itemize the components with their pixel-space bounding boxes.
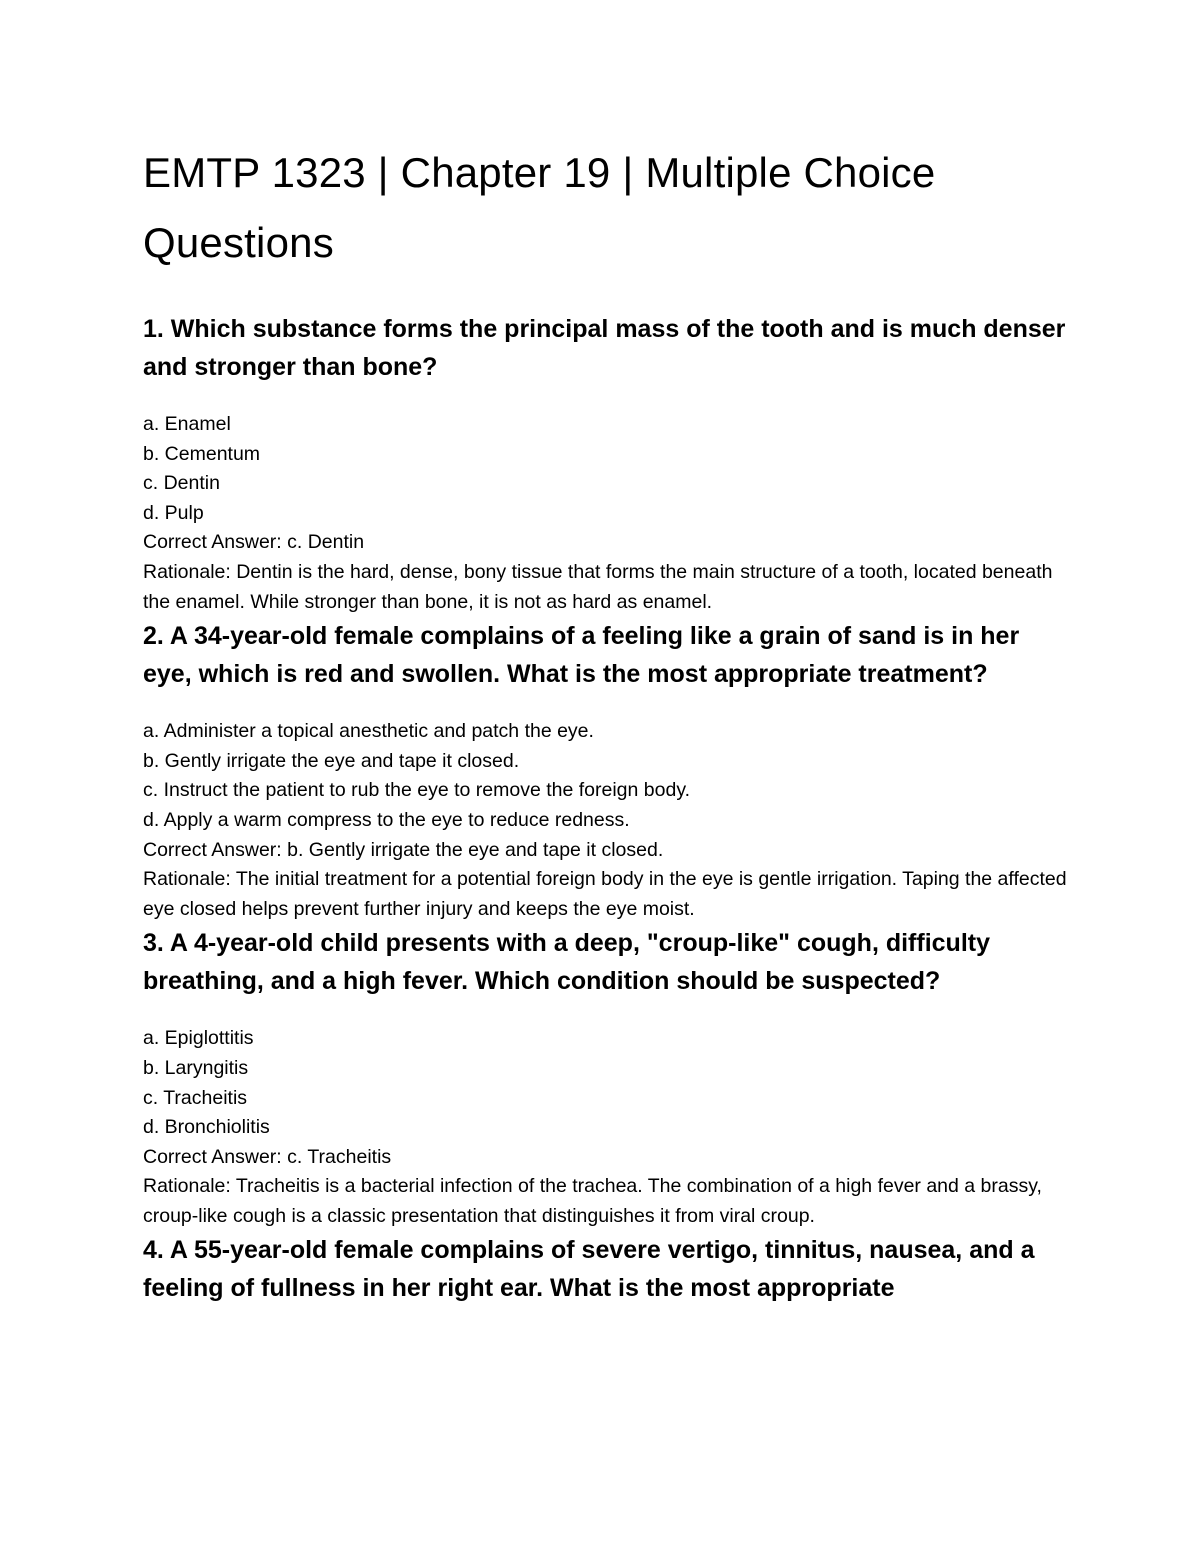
correct-answer: Correct Answer: c. Tracheitis: [143, 1145, 392, 1168]
answer-option-b: b. Cementum: [143, 442, 261, 465]
answer-option-c: c. Tracheitis: [143, 1086, 248, 1109]
answer-option-c: c. Instruct the patient to rub the eye to remove the foreign body.: [143, 779, 691, 802]
answer-option-d: d. Apply a warm compress to the eye to reduce redness.: [143, 808, 630, 831]
answer-option-a: a. Epiglottitis: [143, 1027, 254, 1050]
answer-option-b: b. Laryngitis: [143, 1056, 249, 1079]
question-text: 4. A 55-year-old female complains of severe vertigo, tinnitus, nausea, and a feeling of fullness in her right ear. What is the most appropriate: [143, 1236, 1035, 1303]
question-text: 1. Which substance forms the principal mass of the tooth and is much denser and stronger than bone?: [143, 315, 1066, 381]
question-block-2: [143, 617, 1073, 924]
answer-option-c: c. Dentin: [143, 472, 220, 495]
answer-option-b: b. Gently irrigate the eye and tape it closed.: [143, 749, 520, 772]
question-block-1: [143, 310, 1073, 617]
correct-answer: Correct Answer: b. Gently irrigate the eye and tape it closed.: [143, 838, 664, 861]
rationale: Rationale: The initial treatment for a potential foreign body in the eye is gentle irrigation. Taping the affected eye closed helps prevent further injury and keeps the eye moist.: [143, 868, 1067, 920]
answer-option-d: d. Pulp: [143, 501, 204, 524]
question-block-4: [143, 1231, 1073, 1307]
answer-list: [143, 410, 1073, 617]
answer-option-a: a. Enamel: [143, 413, 231, 435]
question-text: 3. A 4-year-old child presents with a deep, "croup-like" cough, difficulty breathing, and a high fever. Which condition should be suspected?: [143, 929, 990, 996]
answer-option-a: a. Administer a topical anesthetic and patch the eye.: [143, 720, 594, 743]
rationale: Rationale: Dentin is the hard, dense, bony tissue that forms the main structure of a tooth, located beneath the enamel. While stronger than bone, it is not as hard as enamel.: [143, 560, 1053, 613]
answer-list: [143, 1024, 1073, 1231]
answer-option-d: d. Bronchiolitis: [143, 1116, 270, 1139]
question-block-3: [143, 924, 1073, 1231]
document-title: EMTP 1323 | Chapter 19 | Multiple Choice Questions: [143, 149, 936, 266]
correct-answer: Correct Answer: c. Dentin: [143, 531, 365, 554]
rationale: Rationale: Tracheitis is a bacterial infection of the trachea. The combination of a high fever and a brassy, croup-like cough is a classic presentation that distinguishes it from viral croup.: [143, 1175, 1042, 1227]
answer-list: [143, 717, 1073, 924]
question-text: 2. A 34-year-old female complains of a feeling like a grain of sand is in her eye, which is red and swollen. What is the most appropriate treatment?: [143, 622, 1020, 689]
document-page: [143, 138, 1073, 1307]
